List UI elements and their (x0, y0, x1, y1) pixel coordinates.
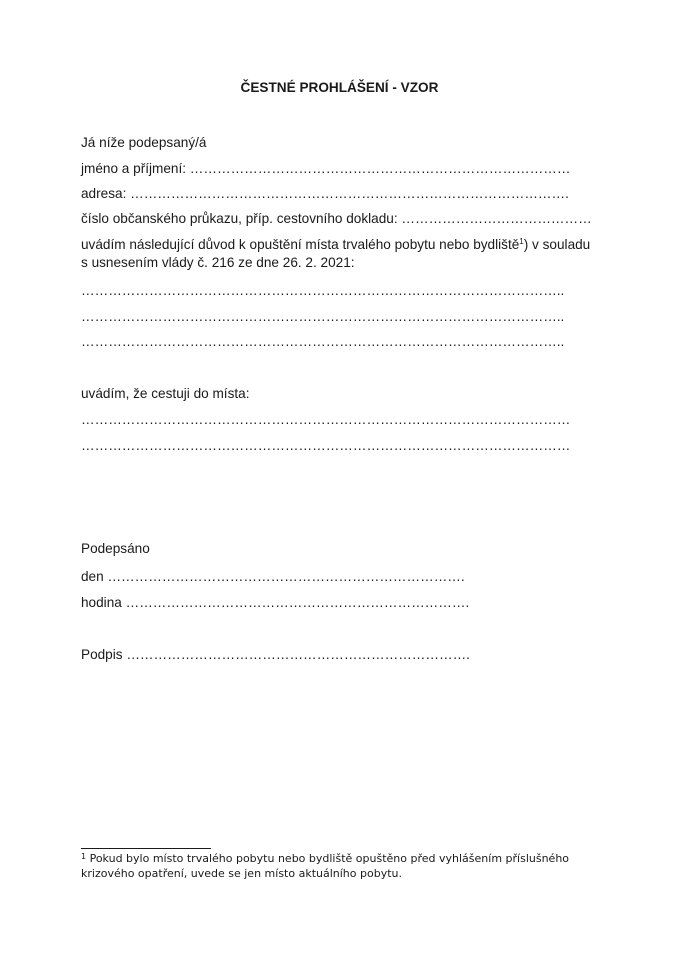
reason-footnote-mark: 1 (519, 237, 524, 246)
reason-statement (81, 237, 590, 254)
reason-blank-line: …………………………………………………………………………………………….. (81, 309, 565, 324)
signature-field-line: Podpis …………………………………………………………………. (81, 647, 470, 662)
footnote (81, 851, 611, 881)
hour-field-line: hodina …………………………………………………………………. (81, 595, 470, 610)
address-field-line: adresa: ……………………………………………………………………………………. (81, 186, 569, 201)
signed-label: Podepsáno (81, 541, 150, 556)
name-field-line: jméno a příjmení: ………………………………………………………………………… (81, 161, 571, 176)
id-document-field-line: číslo občanského průkazu, příp. cestovního dokladu: …………………………………… (81, 211, 592, 226)
footnote-mark: 1 (81, 852, 87, 861)
intro-text: Já níže podepsaný/á (81, 135, 207, 150)
destination-label: uvádím, že cestuji do místa: (81, 386, 250, 401)
footnote-separator (81, 848, 211, 849)
document-title: ČESTNÉ PROHLÁŠENÍ - VZOR (240, 80, 439, 95)
reason-statement-line-2: s usnesením vlády č. 216 ze dne 26. 2. 2021: (81, 255, 355, 270)
reason-blank-line: …………………………………………………………………………………………….. (81, 334, 565, 349)
reason-blank-line: …………………………………………………………………………………………….. (81, 283, 565, 298)
footnote-text: Pokud bylo místo trvalého pobytu nebo bydliště opuštěno před vyhlášením příslušného krizového opatření, uvede se jen místo aktuálního pobytu. (81, 852, 570, 880)
reason-text-start: uvádím následující důvod k opuštění místa trvalého pobytu nebo bydliště (81, 237, 520, 252)
reason-text-end: ) v souladu (523, 237, 591, 252)
destination-blank-line: ……………………………………………………………………………………………… (81, 412, 571, 427)
day-field-line: den ……………………………………………………………………. (81, 569, 465, 584)
destination-blank-line: ……………………………………………………………………………………………… (81, 438, 571, 453)
